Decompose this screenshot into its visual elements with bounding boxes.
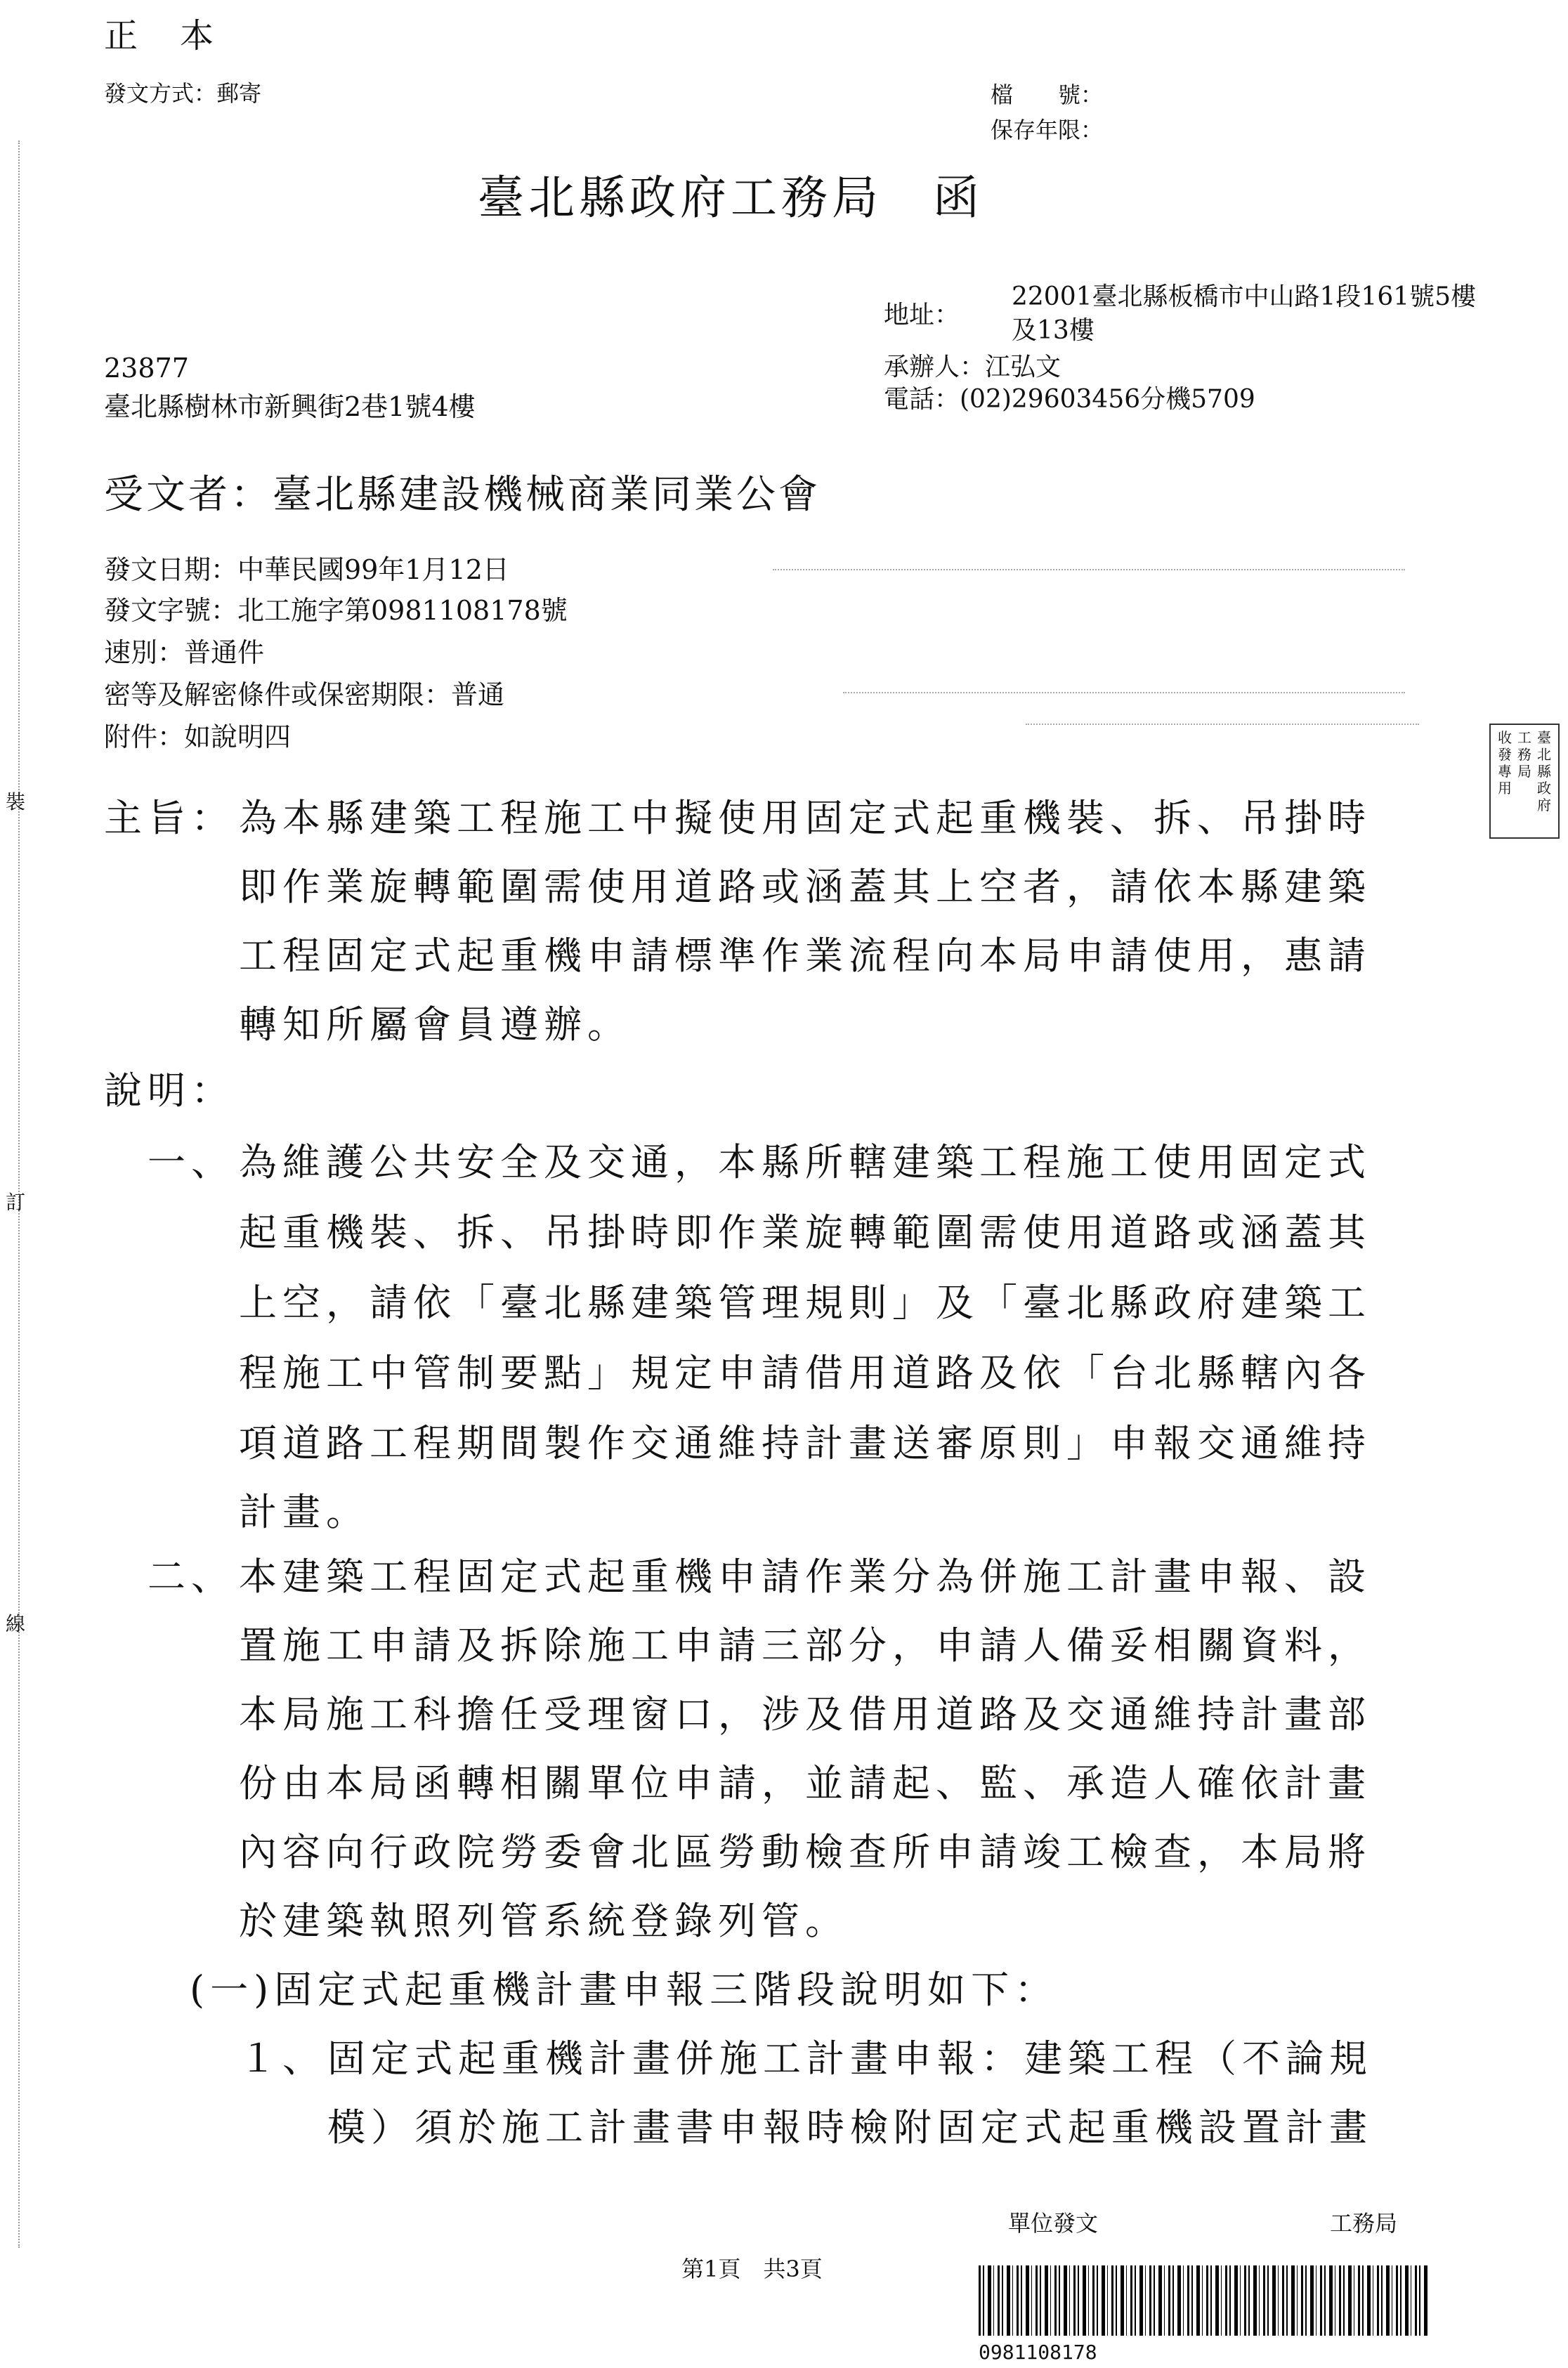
explanation-label: 說明： [104,1068,235,1113]
unit-label: 單位發文 [1008,2210,1099,2237]
item2-line: 份由本局函轉相關單位申請，並請起、監、承造人確依計畫 [239,1761,1371,1805]
subsection-item-line: 固定式起重機計畫併施工計畫申報：建築工程（不論規 [327,2036,1373,2081]
sender-phone: 電話：(02)29603456分機5709 [884,385,1255,414]
addressee: 受文者：臺北縣建設機械商業同業公會 [104,472,821,518]
scan-mark [773,569,1405,570]
receipt-stamp [1489,724,1560,839]
recipient-address: 臺北縣樹林市新興街2巷1號4樓 [104,391,476,422]
stamp-text: 收發專用 [1498,729,1512,797]
subject-line: 為本縣建築工程施工中擬使用固定式起重機裝、拆、吊掛時 [239,796,1371,840]
item1-line: 計畫。 [239,1490,370,1534]
item1-line: 為維護公共安全及交通，本縣所轄建築工程施工使用固定式 [239,1140,1371,1184]
item1-line: 起重機裝、拆、吊掛時即作業旋轉範圍需使用道路或涵蓋其 [239,1210,1371,1255]
binding-mark-zhuang: 裝 [6,790,26,813]
subsection-item-line: 模）須於施工計畫書申報時檢附固定式起重機設置計畫 [327,2105,1373,2150]
file-number-label: 檔 號： [991,81,1104,108]
item1-line: 上空，請依「臺北縣建築管理規則」及「臺北縣政府建築工 [239,1281,1371,1325]
speed-class: 速別：普通件 [104,637,265,668]
page-number: 第1頁 共3頁 [681,2256,823,2282]
subject-line: 轉知所屬會員遵辦。 [239,1002,631,1047]
unit-name: 工務局 [1330,2210,1398,2237]
dispatch-method: 發文方式：郵寄 [104,80,262,107]
item2-line: 內容向行政院勞委會北區勞動檢查所申請竣工檢查，本局將 [239,1830,1371,1874]
recipient-postal-code: 23877 [104,353,189,384]
issue-date: 發文日期：中華民國99年1月12日 [104,554,509,585]
item1-line: 程施工中管制要點」規定申請借用道路及依「台北縣轄內各 [239,1351,1371,1395]
subject-line: 工程固定式起重機申請標準作業流程向本局申請使用，惠請 [239,934,1371,978]
copy-mark: 正 本 [104,16,218,55]
scan-mark [843,692,1405,693]
scan-mark [1026,724,1419,725]
attachment: 附件：如說明四 [104,721,292,752]
sender-address-line2: 及13樓 [1012,316,1095,345]
item2-line: 本建築工程固定式起重機申請作業分為併施工計畫申報、設 [239,1555,1371,1599]
item1-line: 項道路工程期間製作交通維持計畫送審原則」申報交通維持 [239,1421,1371,1465]
item2-label: 二、 [148,1555,235,1599]
sender-address-line1: 22001臺北縣板橋市中山路1段161號5樓 [1012,282,1477,311]
document-number: 發文字號：北工施字第0981108178號 [104,595,568,626]
item1-label: 一、 [148,1140,235,1184]
subsection-heading: (一)固定式起重機計畫申報三階段說明如下： [190,1968,1059,2012]
security-class: 密等及解密條件或保密期限：普通 [104,679,505,710]
subject-line: 即作業旋轉範圍需使用道路或涵蓋其上空者，請依本縣建築 [239,865,1371,909]
binding-mark-xian: 線 [6,1612,26,1635]
barcode [979,2265,1428,2336]
sender-address-label: 地址： [884,301,960,329]
subject-label: 主旨： [104,796,235,840]
subsection-item-label: １、 [239,2036,326,2081]
item2-line: 置施工申請及拆除施工申請三部分，申請人備妥相關資料， [239,1623,1371,1668]
stamp-text: 工務局 [1517,729,1531,780]
stamp-text: 臺北縣政府 [1537,729,1551,813]
binding-mark-ding: 訂 [6,1191,26,1214]
page-title: 臺北縣政府工務局 函 [478,171,984,225]
retention-label: 保存年限： [991,117,1104,143]
sender-contact: 承辦人：江弘文 [884,353,1061,381]
item2-line: 於建築執照列管系統登錄列管。 [239,1899,849,1943]
item2-line: 本局施工科擔任受理窗口，涉及借用道路及交通維持計畫部 [239,1692,1371,1736]
barcode-number: 0981108178 [979,2341,1097,2364]
